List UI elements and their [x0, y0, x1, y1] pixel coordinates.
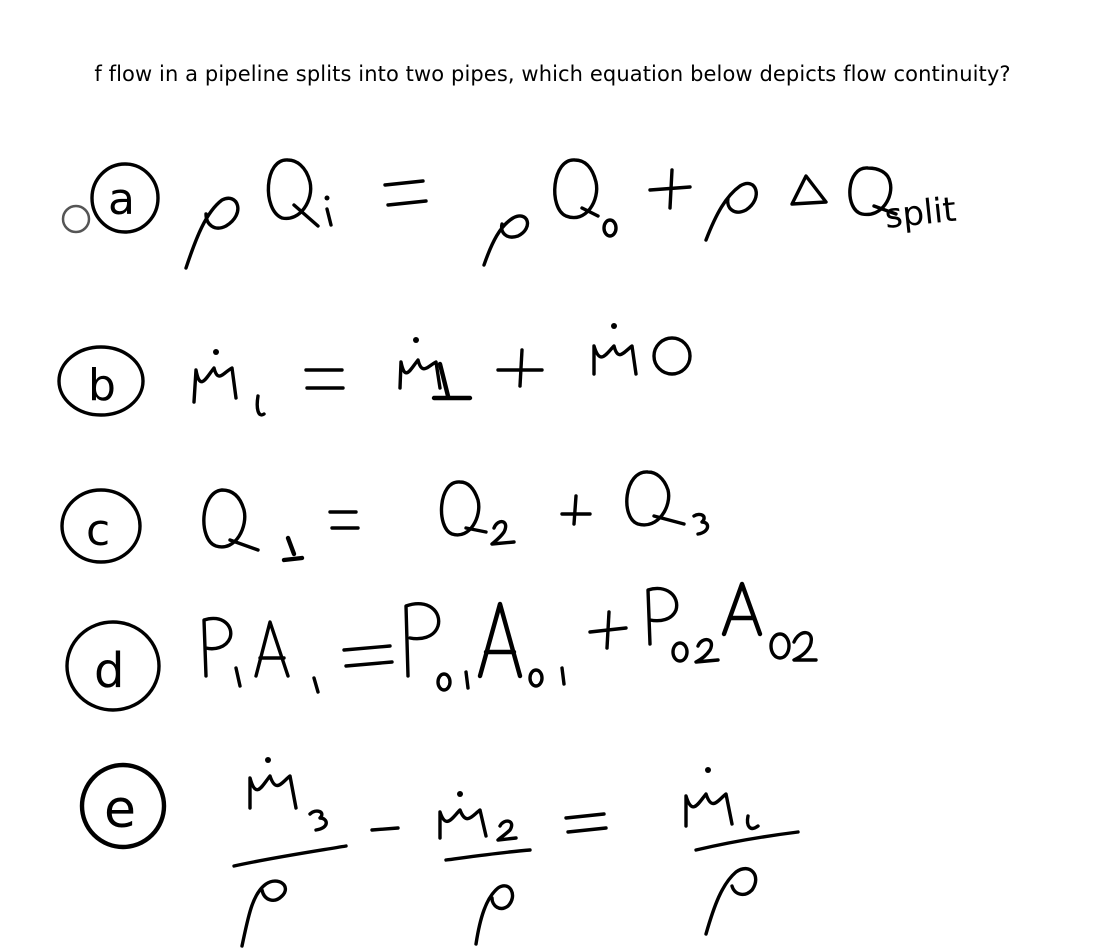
option-e-letter: e — [104, 780, 136, 840]
option-d[interactable] — [67, 584, 816, 710]
option-c[interactable] — [62, 472, 708, 562]
option-e[interactable] — [82, 757, 798, 946]
option-a[interactable] — [63, 160, 958, 268]
option-e-label — [82, 765, 164, 847]
option-b-label — [59, 347, 143, 415]
option-d-label — [67, 622, 159, 710]
option-a-letter: a — [108, 174, 135, 225]
option-b-letter: b — [88, 360, 116, 411]
option-b-equation — [194, 323, 690, 415]
option-b[interactable] — [59, 323, 690, 415]
option-c-label — [62, 490, 140, 562]
option-d-letter: d — [94, 643, 125, 699]
option-e-equation — [234, 757, 798, 946]
option-a-label — [92, 164, 158, 232]
option-d-equation — [204, 584, 816, 692]
question-text: f flow in a pipeline splits into two pipes, which equation below depicts flow continuity? — [94, 62, 1011, 86]
option-c-equation — [204, 472, 708, 560]
option-a-equation — [186, 160, 958, 268]
radio-button-a[interactable] — [63, 206, 89, 232]
option-c-letter: c — [86, 505, 111, 556]
option-a-subscript: split — [882, 189, 959, 237]
